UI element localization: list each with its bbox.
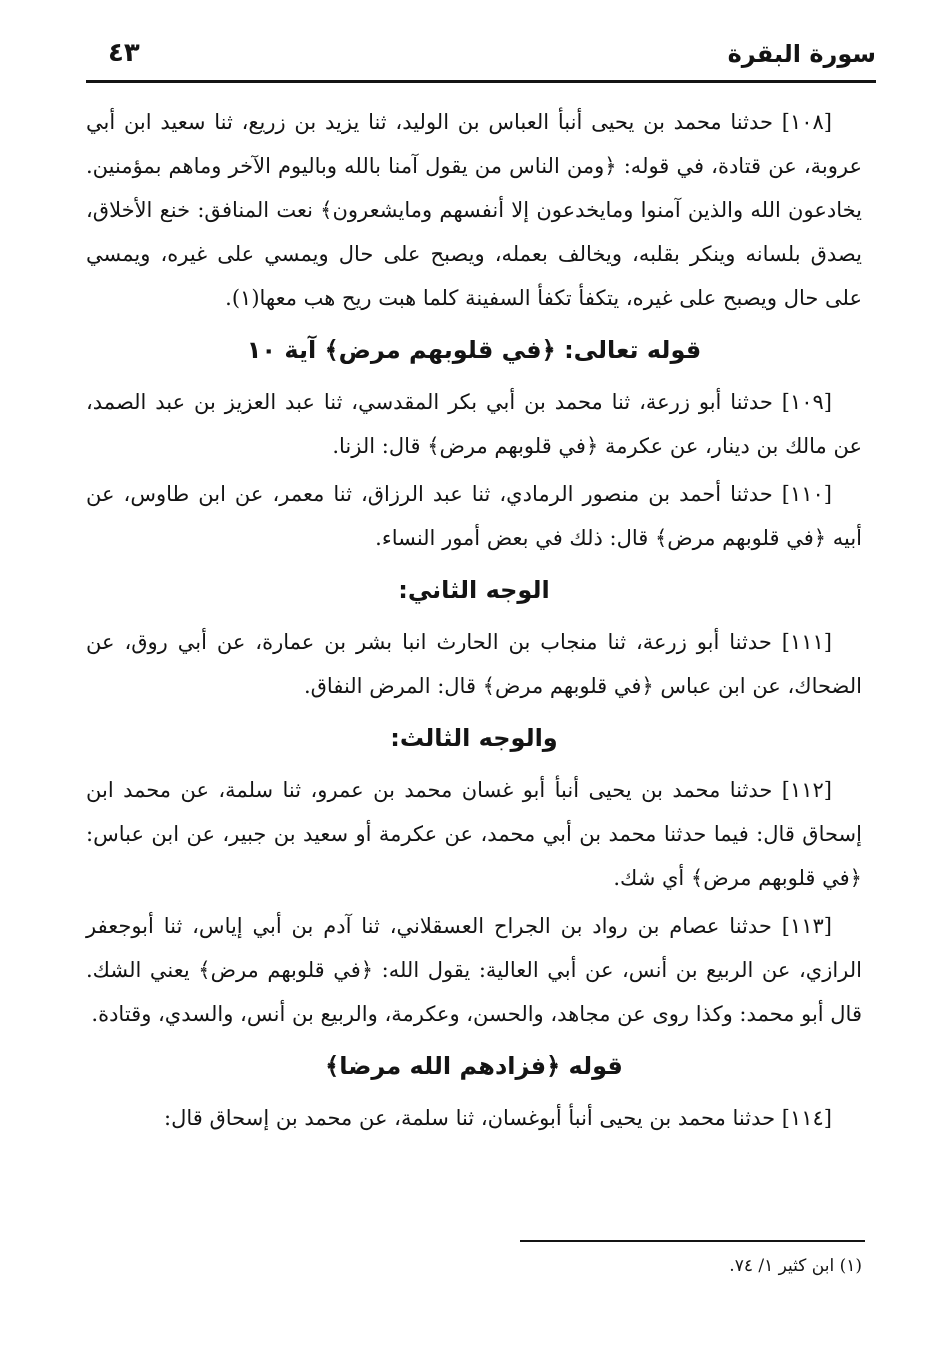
section-heading-third-view: والوجه الثالث: [390,724,558,752]
page-number: ٤٣ [108,38,140,68]
main-text [86,100,862,1140]
section-heading-fazadahum: قوله ﴿فزادهم الله مرضا﴾ [325,1052,623,1080]
narration-114: [١١٤] حدثنا محمد بن يحيى أنبأ أبوغسان، ثنا سلمة، عن محمد بن إسحاق قال: [164,1106,832,1130]
running-header [86,40,876,80]
narration-112: [١١٢] حدثنا محمد بن يحيى أنبأ أبو غسان محمد بن عمرو، ثنا سلمة، عن محمد ابن إسحاق قال: فيما حدثنا محمد بن أبي محمد، عن عكرمة أو سعيد بن جبير، عن ابن عباس: ﴿في قلوبهم مرض﴾ أي شك. [86,778,862,890]
section-heading-second-view: الوجه الثاني: [398,576,550,604]
footnote: (١) ابن كثير ١/ ٧٤. [729,1256,862,1276]
narration-108: [١٠٨] حدثنا محمد بن يحيى أنبأ العباس بن الوليد، ثنا يزيد بن زريع، ثنا سعيد ابن أبي عروبة، عن قتادة، في قوله: ﴿ومن الناس من يقول آمنا بالله وباليوم الآخر وماهم بمؤمنين. يخادعون الله والذين آمنوا ومايخدعون إلا أنفسهم ومايشعرون﴾ نعت المنافق: خنع الأخلاق، يصدق بلسانه وينكر بقلبه، ويخالف بعمله، ويصبح على حال ويمسي على غيره، ويمسي على حال ويصبح على غيره، يتكفأ تكفأ السفينة كلما هبت ريح هب معها(١). [86,110,862,310]
surah-title: سورة البقرة [727,40,876,68]
narration-109: [١٠٩] حدثنا أبو زرعة، ثنا محمد بن أبي بكر المقدسي، ثنا عبد العزيز بن عبد الصمد، عن مالك بن دينار، عن عكرمة ﴿في قلوبهم مرض﴾ قال: الزنا. [86,390,862,458]
narration-113: [١١٣] حدثنا عصام بن رواد بن الجراح العسقلاني، ثنا آدم بن أبي إياس، ثنا أبوجعفر الرازي، عن الربيع بن أنس، عن أبي العالية: يقول الله: ﴿في قلوبهم مرض﴾ يعني الشك. قال أبو محمد: وكذا روى عن مجاهد، والحسن، وعكرمة، والربيع بن أنس، والسدي، وقتادة. [86,914,862,1026]
footnote-divider [520,1240,865,1242]
narration-110: [١١٠] حدثنا أحمد بن منصور الرمادي، ثنا عبد الرزاق، ثنا معمر، عن ابن طاوس، عن أبيه ﴿في قلوبهم مرض﴾ قال: ذلك في بعض أمور النساء. [86,482,862,550]
header-divider [86,80,876,83]
section-heading-verse-10: قوله تعالى: ﴿في قلوبهم مرض﴾ آية ١٠ [246,336,702,364]
narration-111: [١١١] حدثنا أبو زرعة، ثنا منجاب بن الحارث انبا بشر بن عمارة، عن أبي روق، عن الضحاك، عن ابن عباس ﴿في قلوبهم مرض﴾ قال: المرض النفاق. [86,630,862,698]
